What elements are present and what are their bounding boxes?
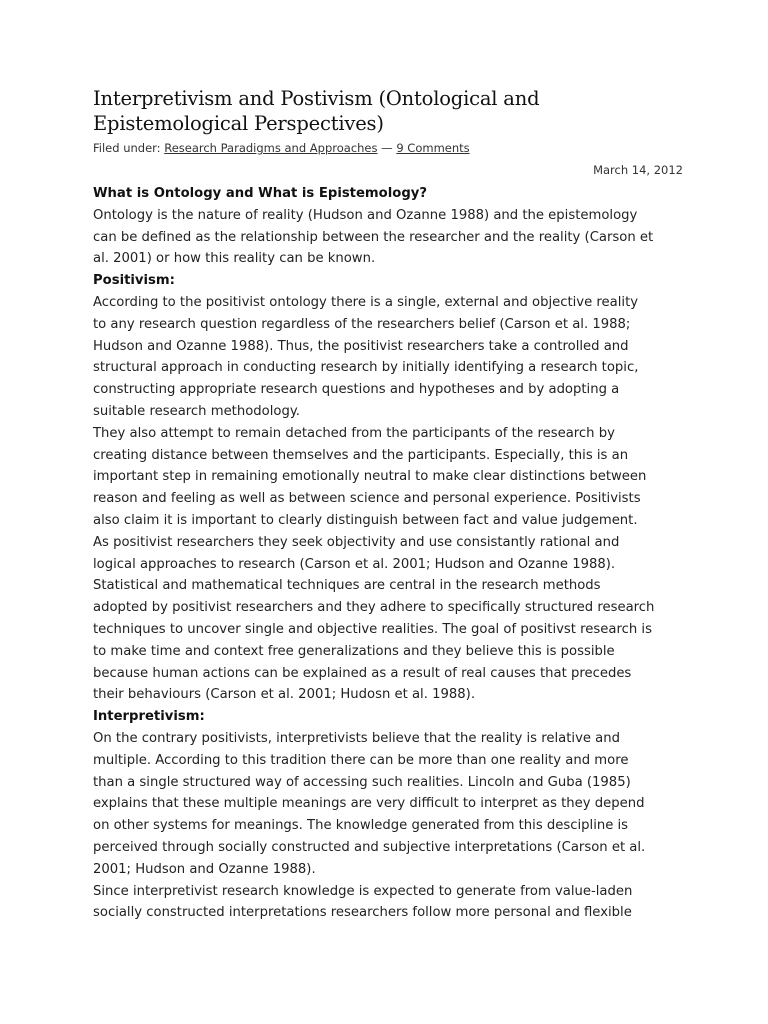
- paragraph-line: perceived through socially constructed and subjective interpretations (Carson et al.: [93, 839, 646, 855]
- paragraph-line: They also attempt to remain detached from the participants of the research by: [93, 425, 615, 441]
- paragraph-line: their behaviours (Carson et al. 2001; Hudosn et al. 1988).: [93, 687, 476, 703]
- article: [93, 86, 683, 924]
- paragraph-line: important step in remaining emotionally neutral to make clear distinctions between: [93, 469, 647, 485]
- paragraph-line: adopted by positivist researchers and they adhere to specifically structured research: [93, 600, 655, 616]
- paragraph-line: to any research question regardless of the researchers belief (Carson et al. 1988;: [93, 316, 631, 332]
- paragraph-line: socially constructed interpretations researchers follow more personal and flexible: [93, 905, 632, 921]
- meta-separator: —: [377, 141, 397, 155]
- paragraph-line: Hudson and Ozanne 1988). Thus, the positivist researchers take a controlled and: [93, 338, 629, 354]
- paragraph: [93, 205, 683, 270]
- paragraph-line: structural approach in conducting research by initially identifying a research topic,: [93, 360, 639, 376]
- filed-under-label: Filed under:: [93, 141, 165, 155]
- paragraph-line: multiple. According to this tradition there can be more than one reality and more: [93, 752, 629, 768]
- paragraph-line: can be defined as the relationship between the researcher and the reality (Carson et: [93, 229, 654, 245]
- article-body: [93, 183, 683, 924]
- paragraph-line: techniques to uncover single and objective realities. The goal of positivst research is: [93, 621, 652, 637]
- article-title: [93, 86, 683, 136]
- paragraph-line: suitable research methodology.: [93, 403, 300, 419]
- paragraph-line: As positivist researchers they seek objectivity and use consistantly rational and: [93, 534, 620, 550]
- post-date: March 14, 2012: [593, 163, 683, 177]
- paragraph-line: constructing appropriate research questions and hypotheses and by adopting a: [93, 382, 620, 398]
- paragraph-line: Statistical and mathematical techniques are central in the research methods: [93, 578, 601, 594]
- paragraph: [93, 423, 683, 706]
- section-heading: Interpretivism:: [93, 709, 205, 725]
- comments-link[interactable]: 9 Comments: [396, 141, 470, 155]
- paragraph-line: than a single structured way of accessing such realities. Lincoln and Guba (1985): [93, 774, 631, 790]
- paragraph-line: On the contrary positivists, interpretivists believe that the reality is relative and: [93, 730, 620, 746]
- paragraph-line: on other systems for meanings. The knowledge generated from this descipline is: [93, 818, 629, 834]
- title-line: Interpretivism and Postivism (Ontological and: [93, 87, 540, 110]
- paragraph-line: According to the positivist ontology there is a single, external and objective reality: [93, 294, 639, 310]
- title-line: Epistemological Perspectives): [93, 112, 384, 135]
- paragraph-line: logical approaches to research (Carson et al. 2001; Hudson and Ozanne 1988).: [93, 556, 616, 572]
- post-meta: [93, 140, 683, 156]
- paragraph-line: Since interpretivist research knowledge is expected to generate from value-laden: [93, 883, 633, 899]
- paragraph-line: to make time and context free generalizations and they believe this is possible: [93, 643, 615, 659]
- paragraph: [93, 292, 683, 423]
- paragraph-line: because human actions can be explained as a result of real causes that precedes: [93, 665, 632, 681]
- section-heading: What is Ontology and What is Epistemology?: [93, 186, 428, 201]
- paragraph: [93, 881, 683, 925]
- paragraph-line: also claim it is important to clearly distinguish between fact and value judgement.: [93, 512, 638, 528]
- paragraph: [93, 728, 683, 881]
- paragraph-line: explains that these multiple meanings are very difficult to interpret as they depend: [93, 796, 645, 812]
- paragraph-line: reason and feeling as well as between science and personal experience. Positivists: [93, 491, 641, 507]
- paragraph-line: creating distance between themselves and the participants. Especially, this is an: [93, 447, 629, 463]
- paragraph-line: al. 2001) or how this reality can be known.: [93, 251, 376, 267]
- section-heading: Positivism:: [93, 273, 175, 289]
- paragraph-line: Ontology is the nature of reality (Hudson and Ozanne 1988) and the epistemology: [93, 207, 638, 223]
- paragraph-line: 2001; Hudson and Ozanne 1988).: [93, 861, 316, 877]
- category-link[interactable]: Research Paradigms and Approaches: [164, 141, 378, 155]
